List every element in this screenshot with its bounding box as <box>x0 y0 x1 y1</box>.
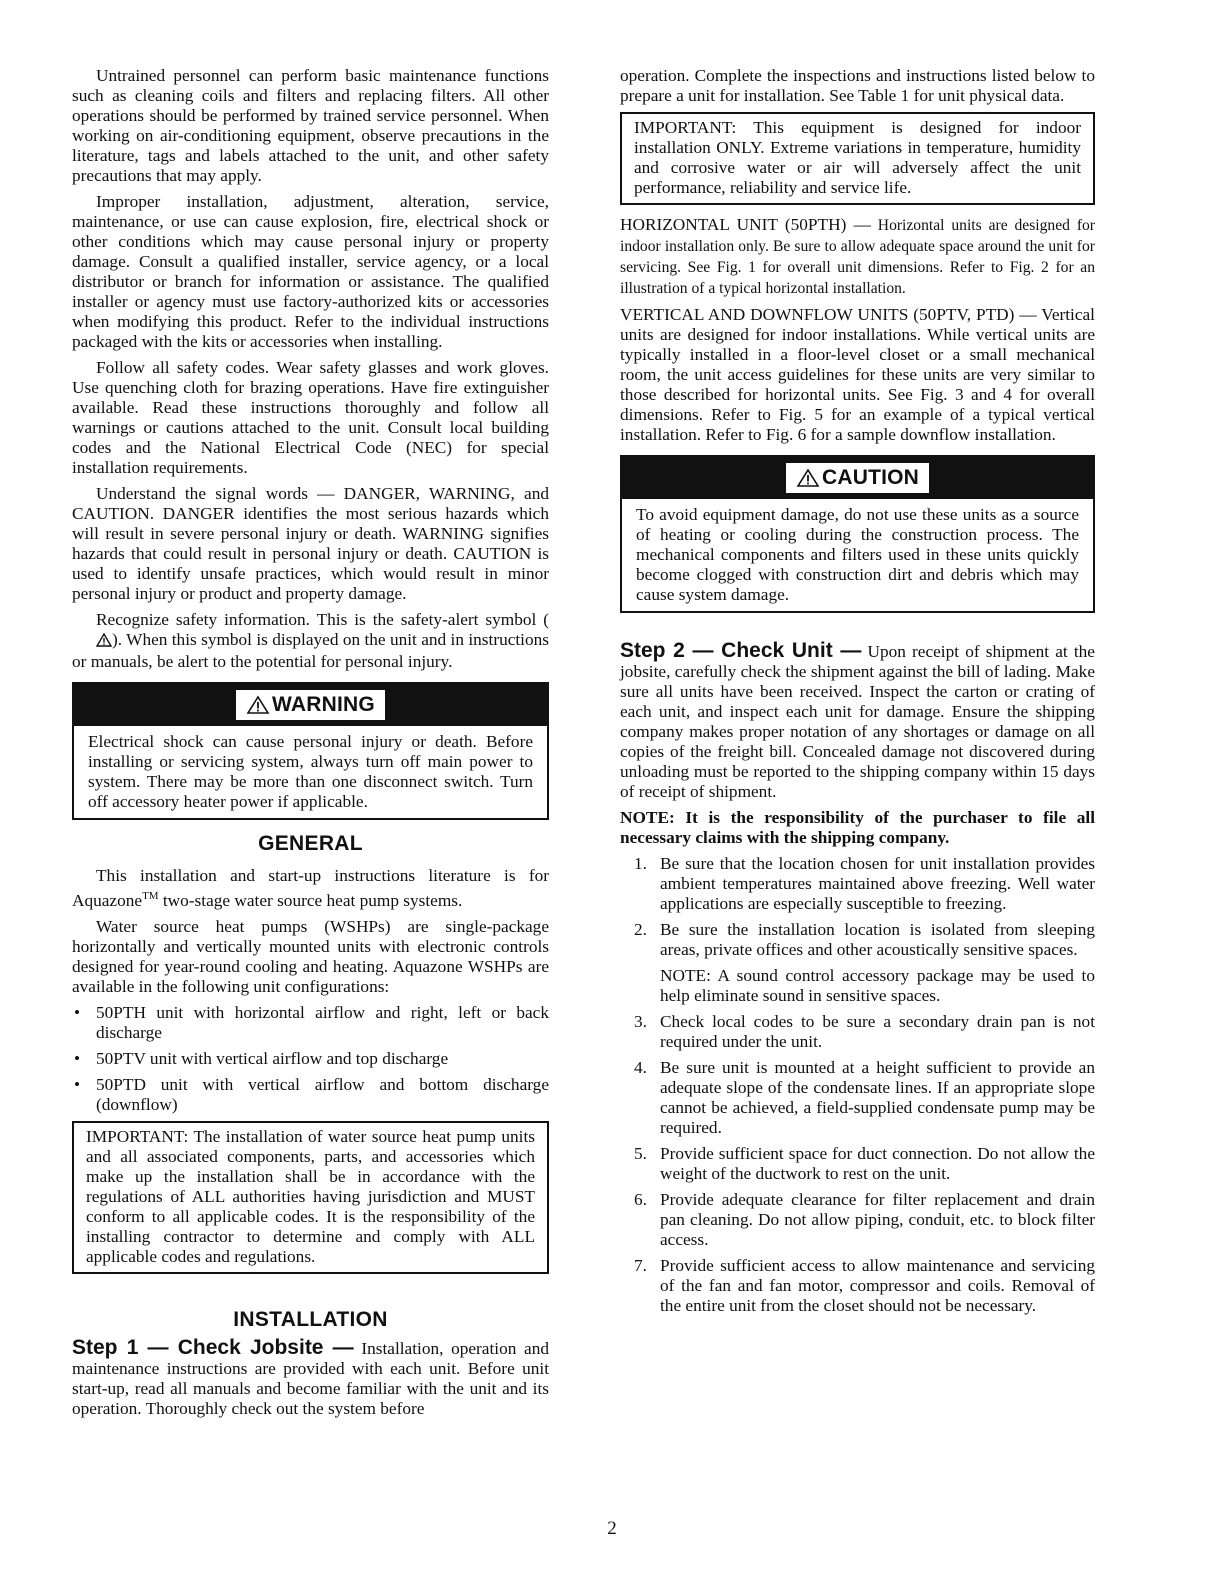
item-text: Provide sufficient space for duct connection. Do not allow the weight of the ductwork to rest on the unit. <box>660 1144 1095 1183</box>
list-item <box>620 1058 1095 1138</box>
list-item <box>620 920 1095 1006</box>
unit-configuration-list <box>72 1003 549 1115</box>
list-item <box>620 854 1095 914</box>
horizontal-unit-text: Horizontal units are designed for indoor installation only. Be sure to allow adequate space around the unit for servicing. See Fig. 1 for overall unit dimensions. Refer to Fig. 2 for an illustration of a typical horizontal installation. <box>620 217 1095 297</box>
item-text: Be sure the installation location is isolated from sleeping areas, private offices and other acoustically sensitive spaces. <box>660 920 1095 959</box>
caution-text: To avoid equipment damage, do not use these units as a source of heating or cooling during the construction process. The mechanical components and filters used in these units quickly become clogged with construction dirt and debris which may cause system damage. <box>636 505 1079 604</box>
item-number: 1. <box>634 854 647 873</box>
vertical-unit-text: Vertical units are designed for indoor installations. While vertical units are typically installed in a floor-level closet or a small mechanical room, the unit access guidelines for these units are very similar to those described for horizontal units. See Fig. 3 and 4 for overall dimensions. Refer to Fig. 5 for an example of a typical vertical installation. Refer to Fig. 6 for a sample downflow installation. <box>620 305 1095 444</box>
step2-paragraph <box>620 641 1095 802</box>
step2-title: Step 2 — Check Unit — <box>620 639 862 662</box>
item-number: 3. <box>634 1012 647 1031</box>
step1-title: Step 1 — Check Jobsite — <box>72 1335 354 1359</box>
continued-paragraph: operation. Complete the inspections and instructions listed below to prepare a unit for installation. See Table 1 for unit physical data. <box>620 66 1095 105</box>
item-text: Provide adequate clearance for filter replacement and drain pan cleaning. Do not allow piping, conduit, etc. to block filter access. <box>660 1190 1095 1249</box>
list-item: • 50PTH unit with horizontal airflow and right, left or back discharge <box>72 1003 549 1043</box>
horizontal-unit-paragraph <box>620 215 1095 299</box>
horizontal-unit-title: HORIZONTAL UNIT (50PTH) — <box>620 215 871 234</box>
checklist <box>620 854 1095 1316</box>
step2-text: Upon receipt of shipment at the jobsite, carefully check the shipment against the bill of lading. Make sure all units have been received. Inspect the carton or crating of each unit, and inspect each unit for damage. Ensure the shipping company makes proper notation of any shortages or damage on all copies of the freight bill. Concealed damage not discovered during unloading must be reported to the shipping company within 15 days of receipt of shipment. <box>620 642 1095 801</box>
list-item: • 50PTV unit with vertical airflow and top discharge <box>72 1049 549 1069</box>
important-text: IMPORTANT: The installation of water source heat pump units and all associated components, parts, and accessories which make up the installation shall be in accordance with the regulations of ALL authorities having jurisdiction and MUST conform to all applicable codes. It is the responsibility of the installing contractor to determine and comply with ALL applicable codes and regulations. <box>86 1126 535 1266</box>
safety-alert-icon <box>72 632 112 652</box>
caution-box <box>620 455 1095 613</box>
item-number: 4. <box>634 1058 647 1077</box>
important-box-indoor <box>620 112 1095 205</box>
item-number: 5. <box>634 1144 647 1163</box>
right-column <box>620 66 1095 1322</box>
item-number: 7. <box>634 1256 647 1275</box>
trademark: TM <box>142 890 159 902</box>
vertical-unit-title: VERTICAL AND DOWNFLOW UNITS (50PTV, PTD) — <box>620 305 1037 324</box>
safety-alert-icon <box>246 695 270 715</box>
warning-text: Electrical shock can cause personal injury or death. Before installing or servicing system, always turn off main power to system. There may be more than one disconnect switch. Turn off accessory heater power if applicable. <box>88 732 533 811</box>
important-box-general <box>72 1121 549 1274</box>
item-text: Check local codes to be sure a secondary drain pan is not required under the unit. <box>660 1012 1095 1051</box>
list-item <box>620 1190 1095 1250</box>
warning-label <box>234 688 387 722</box>
step1-text: Installation, operation and maintenance instructions are provided with each unit. Before unit start-up, read all manuals and become familiar with the unit and its operation. Thoroughly check out the system before <box>72 1338 549 1418</box>
item-note: NOTE: A sound control accessory package may be used to help eliminate sound in sensitive spaces. <box>660 966 1095 1005</box>
warning-header <box>74 684 547 726</box>
item-text: Be sure unit is mounted at a height sufficient to provide an adequate slope of the condensate lines. If an appropriate slope cannot be achieved, a field-supplied condensate pump may be required. <box>660 1058 1095 1137</box>
item-number: 6. <box>634 1190 647 1209</box>
item-text: Be sure that the location chosen for unit installation provides ambient temperatures maintained above freezing. Well water applications are especially susceptible to freezing. <box>660 854 1095 913</box>
intro-paragraph: Improper installation, adjustment, alteration, service, maintenance, or use can cause explosion, fire, electrical shock or other conditions which may cause personal injury or property damage. Consult a qualified installer, service agency, or a local distributor or branch for information or assistance. The qualified installer or agency must use factory-authorized kits or accessories when modifying this product. Refer to the individual instructions packaged with the kits or accessories when installing. <box>72 192 549 351</box>
general-p1-post: two-stage water source heat pump systems. <box>158 890 463 910</box>
intro-paragraph: Follow all safety codes. Wear safety glasses and work gloves. Use quenching cloth for brazing operations. Have fire extinguisher available. Read these instructions thoroughly and follow all warnings or cautions attached to the unit. Consult local building codes and the National Electrical Code (NEC) for special installation requirements. <box>72 358 549 477</box>
caution-label-text: CAUTION <box>821 466 920 489</box>
safety-alert-post: ). When this symbol is displayed on the unit and in instructions or manuals, be alert to the potential for personal injury. <box>72 630 549 671</box>
list-item <box>620 1012 1095 1052</box>
caution-label <box>784 461 931 495</box>
general-heading: GENERAL <box>258 832 363 855</box>
step1-paragraph <box>72 1335 549 1419</box>
installation-heading: INSTALLATION <box>233 1307 388 1331</box>
item-text: Provide sufficient access to allow maintenance and servicing of the fan and fan motor, compressor and coils. Removal of the entire unit from the closet should not be necessary. <box>660 1256 1095 1315</box>
general-paragraph-2: Water source heat pumps (WSHPs) are single-package horizontally and vertically mounted units with electronic controls designed for year-round cooling and heating. Aquazone WSHPs are available in the following unit configurations: <box>72 916 549 996</box>
item-number: 2. <box>634 920 647 939</box>
safety-alert-icon <box>796 468 820 488</box>
list-item <box>620 1144 1095 1184</box>
general-p1-pre: This installation and start-up instructions literature is for Aquazone <box>72 866 549 910</box>
list-item <box>620 1256 1095 1316</box>
page-number: 2 <box>607 1518 617 1539</box>
claims-note: NOTE: It is the responsibility of the purchaser to file all necessary claims with the shipping company. <box>620 808 1095 847</box>
important-text: IMPORTANT: This equipment is designed for indoor installation ONLY. Extreme variations in temperature, humidity and corrosive water or air will adversely affect the unit performance, reliability and service life. <box>634 118 1081 197</box>
safety-alert-pre: Recognize safety information. This is the safety-alert symbol ( <box>96 610 549 629</box>
general-paragraph-1 <box>72 866 549 911</box>
warning-label-text: WARNING <box>272 693 375 716</box>
left-column <box>72 66 549 1425</box>
safety-alert-paragraph <box>72 610 549 672</box>
vertical-unit-paragraph <box>620 305 1095 445</box>
warning-box <box>72 682 549 820</box>
intro-paragraph: Untrained personnel can perform basic maintenance functions such as cleaning coils and filters and replacing filters. All other operations should be performed by trained service personnel. When working on air-conditioning equipment, observe precautions in the literature, tags and labels attached to the unit, and other safety precautions that may apply. <box>72 66 549 185</box>
intro-paragraph: Understand the signal words — DANGER, WARNING, and CAUTION. DANGER identifies the most serious hazards which will result in severe personal injury or death. WARNING signifies hazards that could result in personal injury or death. CAUTION is used to identify unsafe practices, which would result in minor personal injury or product and property damage. <box>72 484 549 603</box>
caution-header <box>622 457 1093 499</box>
list-item: • 50PTD unit with vertical airflow and bottom discharge (downflow) <box>72 1075 549 1115</box>
